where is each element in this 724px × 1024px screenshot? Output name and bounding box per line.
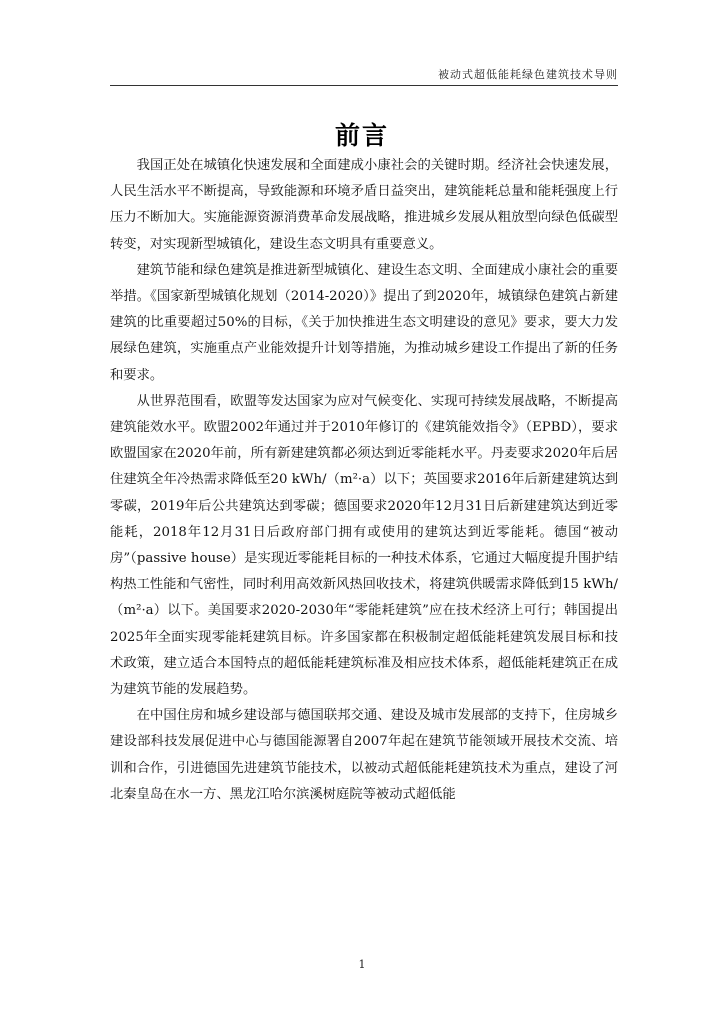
paragraph-1: 我国正处在城镇化快速发展和全面建成小康社会的关键时期。经济社会快速发展，人民生活水平不断提高，导致能源和环境矛盾日益突出，建筑能耗总量和能耗强度上行压力不断加大。实施能源资源消费革命发展战略，推进城乡发展从粗放型向绿色低碳型转变，对实现新型城镇化，建设生态文明具有重要意义。 (110, 158, 618, 252)
paragraph-4: 在中国住房和城乡建设部与德国联邦交通、建设及城市发展部的支持下，住房城乡建设部科技发展促进中心与德国能源署自2007年起在建筑节能领域开展技术交流、培训和合作，引进德国先进建筑节能技术，以被动式超低能耗建筑技术为重点，建设了河北秦皇岛在水一方、黑龙江哈尔滨溪树庭院等被动式超低能 (110, 708, 618, 802)
page-number: 1 (358, 958, 366, 971)
page-title: 前言 (334, 121, 389, 150)
paragraph-3: 从世界范围看，欧盟等发达国家为应对气候变化、实现可持续发展战略，不断提高建筑能效水平。欧盟2002年通过并于2010年修订的《建筑能效指令》（EPBD），要求欧盟国家在2020年前，所有新建建筑都必须达到近零能耗水平。丹麦要求2020年后居住建筑全年冷热需求降低至20 kWh/（m²·a）以下；英国要求2016年后新建建筑达到零碳，2019年后公共建筑达到零碳；德国要求2020年12月31日后新建建筑达到近零能耗，2018年12月31日后政府部门拥有或使用的建筑达到近零能耗。德国“被动房”（passive house）是实现近零能耗目标的一种技术体系，它通过大幅度提升围护结构热工性能和气密性，同时利用高效新风热回收技术，将建筑供暖需求降低到15 kWh/（m²·a）以下。美国要求2020-2030年“零能耗建筑”应在技术经济上可行；韩国提出2025年全面实现零能耗建筑目标。许多国家都在积极制定超低能耗建筑发展目标和技术政策，建立适合本国特点的超低能耗建筑标准及相应技术体系，超低能耗建筑正在成为建筑节能的发展趋势。 (110, 393, 619, 698)
document-body (110, 153, 618, 808)
paragraph-2: 建筑节能和绿色建筑是推进新型城镇化、建设生态文明、全面建成小康社会的重要举措。《国家新型城镇化规划（2014-2020）》提出了到2020年，城镇绿色建筑占新建建筑的比重要超过50%的目标，《关于加快推进生态文明建设的意见》要求，要大力发展绿色建筑，实施重点产业能效提升计划等措施，为推动城乡建设工作提出了新的任务和要求。 (110, 262, 618, 383)
running-header: 被动式超低能耗绿色建筑技术导则 (110, 66, 618, 86)
